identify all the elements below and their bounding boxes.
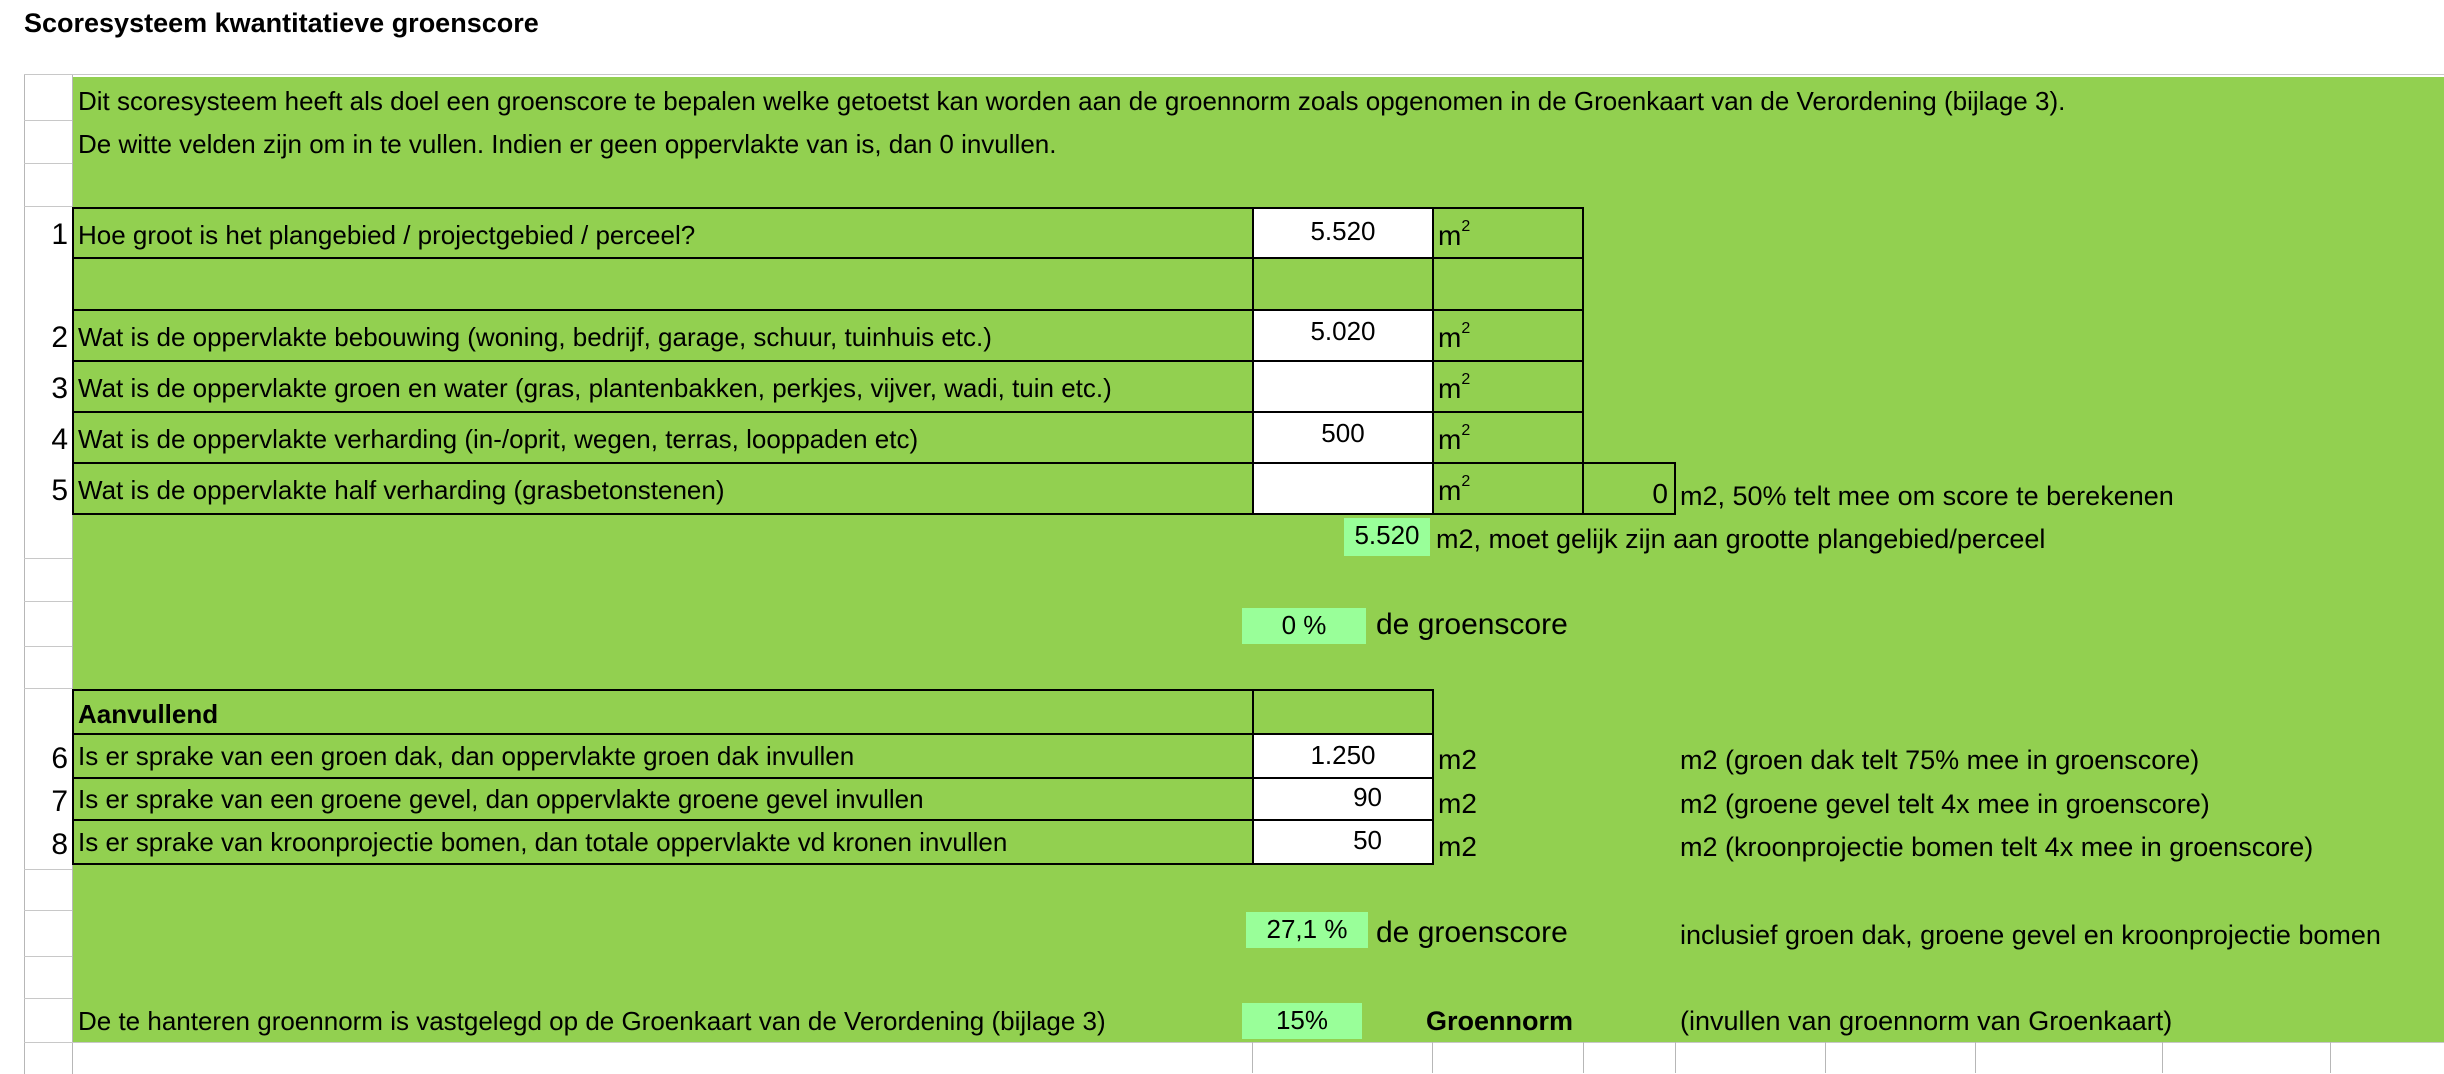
groenscore-value-cell	[1242, 608, 1366, 644]
grid-line	[24, 869, 72, 870]
row-number: 8	[51, 828, 68, 861]
question-1-text: Hoe groot is het plangebied / projectgebied / perceel?	[78, 220, 696, 250]
aanvullend-6-text: Is er sprake van een groen dak, dan oppervlakte groen dak invullen	[78, 741, 855, 771]
empty-row-cell	[72, 257, 1254, 311]
grid-line	[1583, 1042, 1584, 1073]
grid-line	[1975, 1042, 1976, 1073]
sheet-title: Scoresysteem kwantitatieve groenscore	[24, 8, 539, 38]
grid-line	[24, 120, 72, 121]
aanvullend-header-value-cell	[1252, 689, 1434, 735]
unit-m2: $m^2$	[1438, 421, 1471, 455]
half-verharding-note: m2, 50% telt mee om score te berekenen	[1680, 481, 2174, 511]
groenscore-value: 0 %	[1281, 610, 1327, 640]
groenscore-incl-label: de groenscore	[1376, 916, 1568, 949]
unit-m2: m2	[1438, 831, 1477, 862]
row-number: 4	[51, 423, 68, 456]
grid-line	[24, 956, 72, 957]
unit-m2: m2	[1438, 788, 1477, 819]
groennorm-note: (invullen van groennorm van Groenkaart)	[1680, 1006, 2173, 1036]
unit-m2: $m^2$	[1438, 217, 1471, 251]
grid-line	[1252, 1042, 1253, 1073]
grid-line	[24, 688, 72, 689]
question-2-text: Wat is de oppervlakte bebouwing (woning, bedrijf, garage, schuur, tuinhuis etc.)	[78, 322, 992, 352]
aanvullend-header: Aanvullend	[78, 699, 219, 729]
grid-line	[2162, 1042, 2163, 1073]
grid-line	[24, 1042, 2444, 1043]
grid-line	[1675, 1042, 1676, 1073]
grid-line	[2330, 1042, 2331, 1073]
groenscore-incl-value: 27,1 %	[1266, 914, 1348, 944]
row-number: 1	[51, 218, 68, 251]
row-number: 3	[51, 372, 68, 405]
grid-line	[1432, 1042, 1433, 1073]
aanvullend-6-value: 1.250	[1310, 740, 1376, 770]
total-value: 5.520	[1354, 520, 1420, 550]
grid-line	[24, 646, 72, 647]
aanvullend-8-text: Is er sprake van kroonprojectie bomen, dan totale oppervlakte vd kronen invullen	[78, 827, 1008, 857]
aanvullend-8-input[interactable]	[1252, 819, 1434, 865]
row-number: 2	[51, 321, 68, 354]
unit-m2: m2	[1438, 744, 1477, 775]
aanvullend-6-input[interactable]	[1252, 733, 1434, 779]
question-2-value: 5.020	[1310, 316, 1376, 346]
unit-m2: $m^2$	[1438, 319, 1471, 353]
groennorm-text: De te hanteren groennorm is vastgelegd op de Groenkaart van de Verordening (bijlage 3)	[78, 1006, 1106, 1036]
half-verharding-result-cell	[1582, 462, 1676, 515]
grid-line	[1825, 1042, 1826, 1073]
question-5-input[interactable]	[1252, 462, 1434, 515]
aanvullend-8-value: 50	[1353, 825, 1382, 855]
grid-line	[24, 206, 72, 207]
row-number: 5	[51, 474, 68, 507]
question-1-input[interactable]	[1252, 207, 1434, 259]
row-number: 7	[51, 785, 68, 818]
grid-line	[24, 163, 72, 164]
aanvullend-7-value: 90	[1353, 782, 1382, 812]
question-4-value: 500	[1321, 418, 1365, 448]
groenscore-incl-value-cell	[1246, 912, 1368, 948]
empty-row-cell	[1432, 257, 1584, 311]
row-number: 6	[51, 742, 68, 775]
grid-line	[24, 601, 72, 602]
grid-line	[24, 74, 2444, 75]
groennorm-label: Groennorm	[1426, 1006, 1574, 1036]
aanvullend-8-note: m2 (kroonprojectie bomen telt 4x mee in groenscore)	[1680, 832, 2314, 862]
question-3-input[interactable]	[1252, 360, 1434, 413]
aanvullend-6-note: m2 (groen dak telt 75% mee in groenscore)	[1680, 745, 2200, 775]
empty-row-cell	[1252, 257, 1434, 311]
groenscore-incl-note: inclusief groen dak, groene gevel en kroonprojectie bomen	[1680, 920, 2381, 950]
groenscore-label: de groenscore	[1376, 608, 1568, 641]
question-1-value: 5.520	[1310, 216, 1376, 246]
question-4-text: Wat is de oppervlakte verharding (in-/oprit, wegen, terras, looppaden etc)	[78, 424, 919, 454]
question-3-text: Wat is de oppervlakte groen en water (gras, plantenbakken, perkjes, vijver, wadi, tuin etc.)	[78, 373, 1112, 403]
grid-line	[24, 558, 72, 559]
unit-m2: $m^2$	[1438, 472, 1471, 506]
grid-line	[24, 910, 72, 911]
groennorm-value-cell	[1242, 1003, 1362, 1039]
aanvullend-7-input[interactable]	[1252, 777, 1434, 821]
aanvullend-header-cell	[72, 689, 1254, 735]
question-5-text: Wat is de oppervlakte half verharding (grasbetonstenen)	[78, 475, 725, 505]
aanvullend-7-text: Is er sprake van een groene gevel, dan oppervlakte groene gevel invullen	[78, 784, 924, 814]
grid-line	[24, 998, 72, 999]
intro-line-2: De witte velden zijn om in te vullen. Indien er geen oppervlakte van is, dan 0 invullen.	[78, 129, 1057, 159]
half-verharding-value: 0	[1652, 478, 1668, 509]
question-4-input[interactable]	[1252, 411, 1434, 464]
total-value-cell	[1344, 518, 1430, 556]
total-note: m2, moet gelijk zijn aan grootte plangebied/perceel	[1436, 524, 2046, 554]
aanvullend-7-note: m2 (groene gevel telt 4x mee in groenscore)	[1680, 789, 2210, 819]
unit-m2: $m^2$	[1438, 370, 1471, 404]
question-2-input[interactable]	[1252, 309, 1434, 362]
groennorm-value: 15%	[1275, 1005, 1329, 1035]
intro-line-1: Dit scoresysteem heeft als doel een groenscore te bepalen welke getoetst kan worden aan de groennorm zoals opgenomen in de Groenkaart van de Verordening (bijlage 3).	[78, 86, 2066, 116]
grid-line	[24, 74, 25, 1074]
